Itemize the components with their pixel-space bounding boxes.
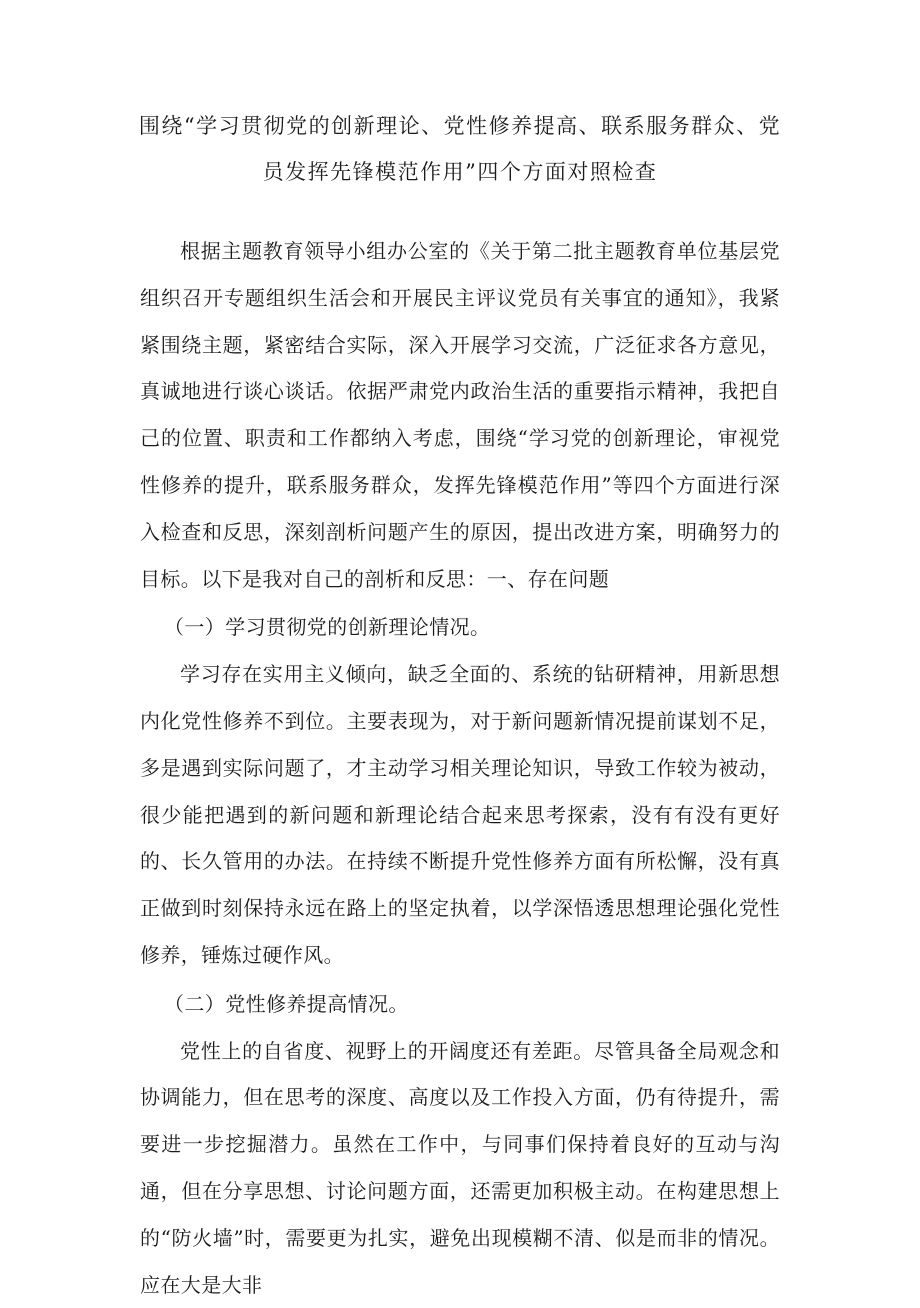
- section-1-paragraph: 学习存在实用主义倾向，缺乏全面的、系统的钻研精神，用新思想内化党性修养不到位。主要表现为，对于新问题新情况提前谋划不足，多是遇到实际问题了，才主动学习相关理论知识，导致工作较为被动，很少能把遇到的新问题和新理论结合起来思考探索，没有有没有更好的、长久管用的办法。在持续不断提升党性修养方面有所松懈，没有真正做到时刻保持永远在路上的坚定执着，以学深悟透思想理论强化党性修养，锤炼过硬作风。: [140, 662, 780, 967]
- section-heading-1: （一）学习贯彻党的创新理论情况。: [164, 615, 491, 640]
- document-title: 围绕“学习贯彻党的创新理论、党性修养提高、联系服务群众、党员发挥先锋模范作用”四个方面对照检查: [138, 114, 782, 184]
- section-2-paragraph: 党性上的自省度、视野上的开阔度还有差距。尽管具备全局观念和协调能力，但在思考的深度、高度以及工作投入方面，仍有待提升，需要进一步挖掘潜力。虽然在工作中，与同事们保持着良好的互动与沟通，但在分享思想、讨论问题方面，还需更加积极主动。在构建思想上的“防火墙”时，需要更为扎实，避免出现模糊不清、似是而非的情况。应在大是大非: [140, 1038, 780, 1297]
- document-body: [140, 228, 780, 1308]
- intro-paragraph: 根据主题教育领导小组办公室的《关于第二批主题教育单位基层党组织召开专题组织生活会和开展民主评议党员有关事宜的通知》，我紧紧围绕主题，紧密结合实际，深入开展学习交流，广泛征求各方意见，真诚地进行谈心谈话。依据严肃党内政治生活的重要指示精神，我把自己的位置、职责和工作都纳入考虑，围绕“学习党的创新理论，审视党性修养的提升，联系服务群众，发挥先锋模范作用”等四个方面进行深入检查和反思，深刻剖析问题产生的原因，提出改进方案，明确努力的目标。以下是我对自己的剖析和反思：一、存在问题: [140, 239, 780, 591]
- section-heading-2: （二）党性修养提高情况。: [164, 991, 409, 1016]
